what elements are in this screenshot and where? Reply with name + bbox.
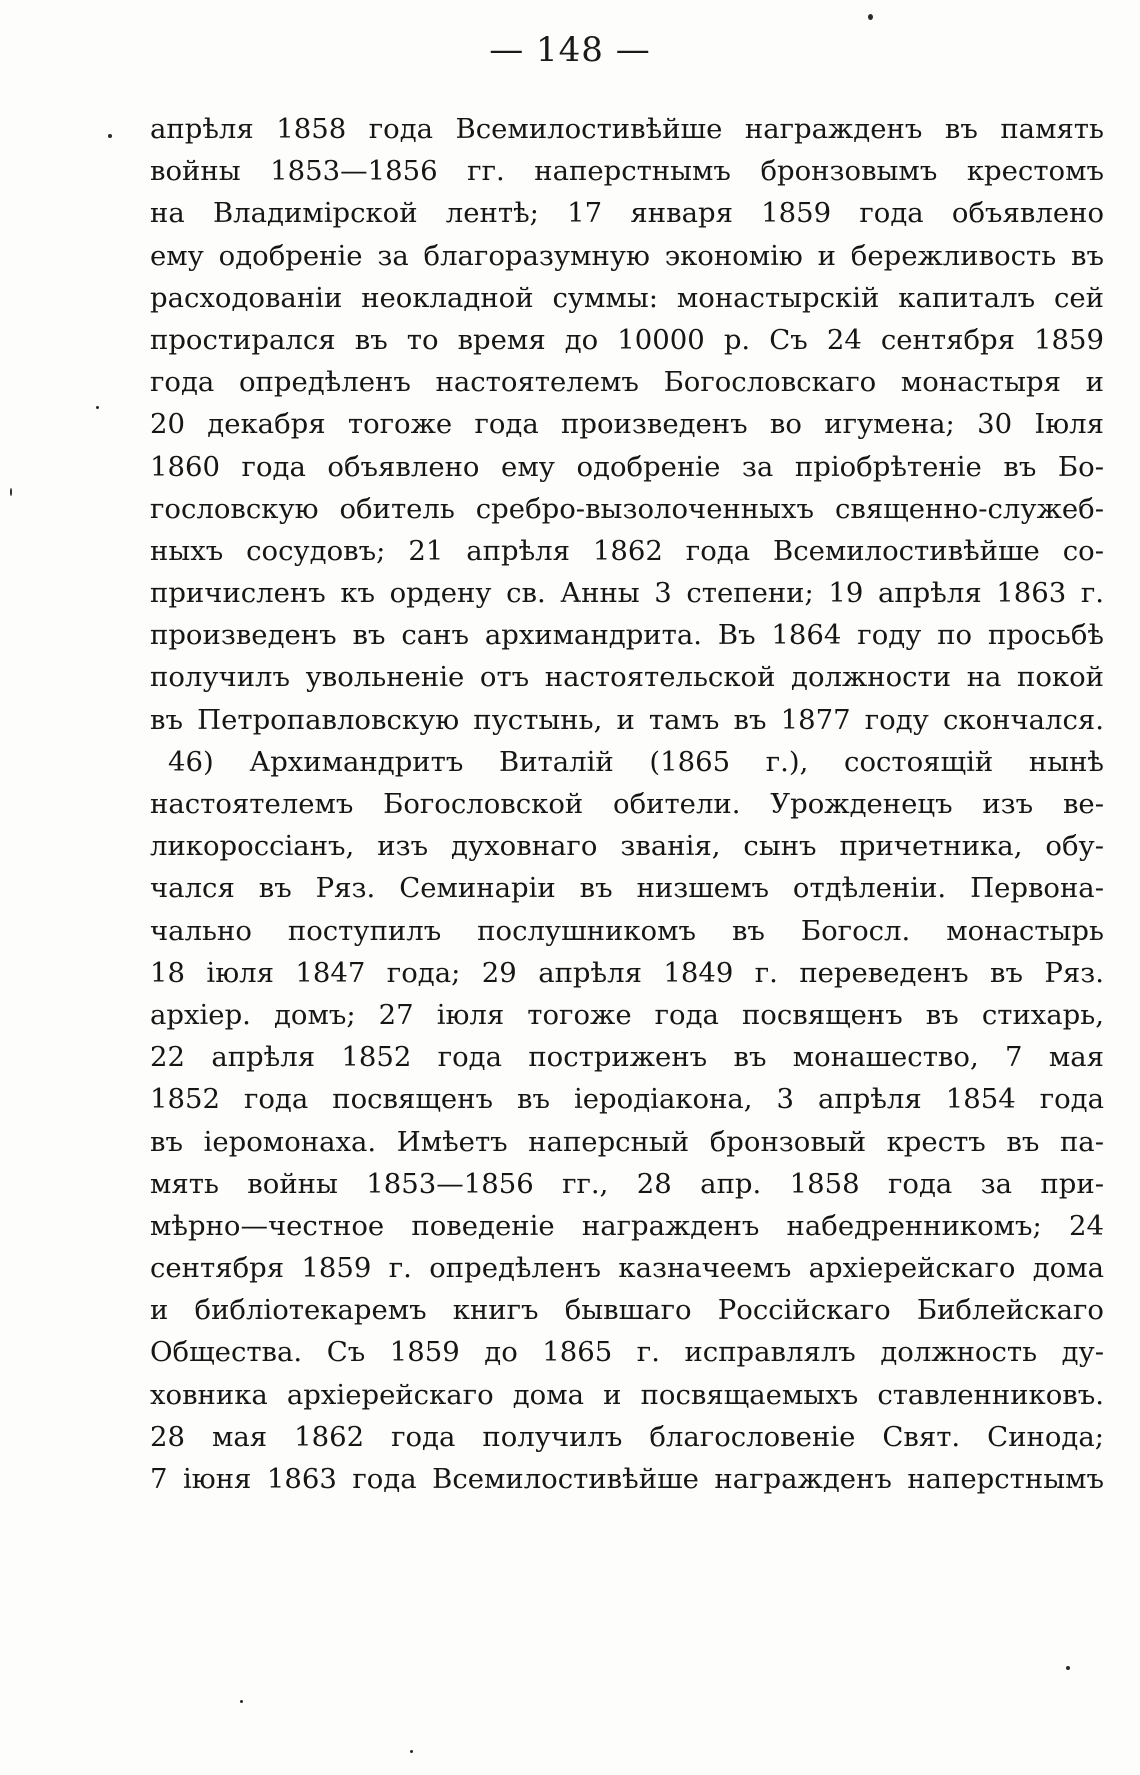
text-line: расходованіи неокладной суммы: монастырскій капиталъ сей <box>150 281 1104 314</box>
scan-speck <box>108 134 112 138</box>
page-number: — 148 — <box>489 30 651 70</box>
text-line: произведенъ въ санъ архимандрита. Въ 1864 году по просьбѣ <box>150 619 1104 652</box>
text-line: ныхъ сосудовъ; 21 апрѣля 1862 года Всемилостивѣйше со- <box>150 534 1104 567</box>
scan-speck <box>410 1750 413 1753</box>
text-line: настоятелемъ Богословской обители. Урожденецъ изъ ве- <box>150 788 1104 820</box>
text-line: на Владимірской лентѣ; 17 января 1859 года объявлено <box>150 197 1104 230</box>
text-line: ликороссіанъ, изъ духовнаго званія, сынъ причетника, обу- <box>150 830 1104 863</box>
scan-speck <box>96 406 99 409</box>
text-line: апрѣля 1858 года Всемилостивѣйше награжденъ въ память <box>150 113 1104 145</box>
scan-speck <box>868 14 873 20</box>
text-line: ему одобреніе за благоразумную экономію и бережливость въ <box>150 239 1104 272</box>
scan-speck <box>10 488 12 496</box>
text-line: сентября 1859 г. опредѣленъ казначеемъ архіерейскаго дома <box>150 1252 1104 1285</box>
text-line: получилъ увольненіе отъ настоятельской должности на покой <box>150 661 1104 694</box>
text-line: ховника архіерейскаго дома и посвящаемыхъ ставленниковъ. <box>150 1378 1104 1411</box>
scan-speck <box>240 1700 243 1703</box>
text-line: 1852 года посвященъ въ іеродіакона, 3 апрѣля 1854 года <box>150 1083 1104 1116</box>
text-line: въ Петропавловскую пустынь, и тамъ въ 1877 году скончался. <box>150 703 1104 736</box>
text-line: 20 декабря тогоже года произведенъ во игумена; 30 Іюля <box>150 408 1104 441</box>
text-line: 18 іюля 1847 года; 29 апрѣля 1849 г. переведенъ въ Ряз. <box>150 956 1104 989</box>
page-text <box>150 108 1104 1500</box>
paragraph-start-line: 46) Архимандритъ Виталій (1865 г.), состоящій нынѣ <box>168 745 1104 778</box>
text-line: чался въ Ряз. Семинаріи въ низшемъ отдѣленіи. Первона- <box>150 872 1104 905</box>
text-line: мѣрно—честное поведеніе награжденъ набедренникомъ; 24 <box>150 1209 1104 1242</box>
text-line: 22 апрѣля 1852 года постриженъ въ монашество, 7 мая <box>150 1041 1104 1074</box>
text-line: Общества. Съ 1859 до 1865 г. исправлялъ должность ду- <box>150 1336 1104 1369</box>
text-line: гословскую обитель сребро-вызолоченныхъ священно-служеб- <box>150 492 1104 525</box>
text-line: 7 іюня 1863 года Всемилостивѣйше награжденъ наперстнымъ <box>150 1463 1104 1495</box>
text-line: въ іеромонаха. Имѣетъ наперсный бронзовый крестъ въ па- <box>150 1125 1104 1158</box>
text-line: причисленъ къ ордену св. Анны 3 степени; 19 апрѣля 1863 г. <box>150 577 1104 610</box>
text-line: войны 1853—1856 гг. наперстнымъ бронзовымъ крестомъ <box>150 155 1104 188</box>
text-line: мять войны 1853—1856 гг., 28 апр. 1858 года за при- <box>150 1167 1104 1200</box>
scan-speck <box>1066 1666 1070 1670</box>
text-line: года опредѣленъ настоятелемъ Богословскаго монастыря и <box>150 366 1104 399</box>
text-line: и библіотекаремъ книгъ бывшаго Россійскаго Библейскаго <box>150 1294 1104 1327</box>
text-line: 1860 года объявлено ему одобреніе за пріобрѣтеніе въ Бо- <box>150 450 1104 483</box>
text-line: архіер. домъ; 27 іюля тогоже года посвященъ въ стихарь, <box>150 998 1104 1031</box>
text-line: простирался въ то время до 10000 р. Съ 24 сентября 1859 <box>150 323 1104 356</box>
text-line: 28 мая 1862 года получилъ благословеніе Свят. Синода; <box>150 1420 1104 1453</box>
text-line: чально поступилъ послушникомъ въ Богосл. монастырь <box>150 914 1104 947</box>
